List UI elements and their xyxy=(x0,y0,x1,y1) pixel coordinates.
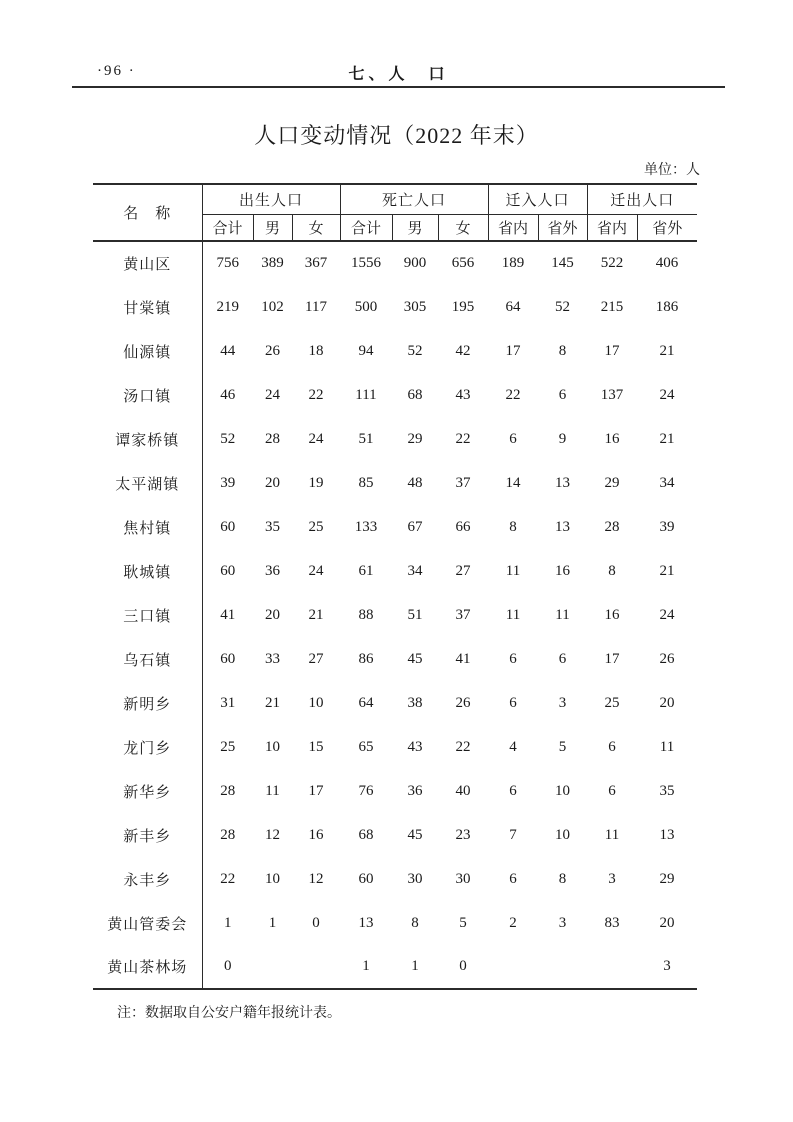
data-cell: 0 xyxy=(312,914,320,931)
data-cell: 17 xyxy=(505,342,521,359)
data-cell: 133 xyxy=(354,518,378,535)
data-cell: 26 xyxy=(659,650,675,667)
data-cell: 28 xyxy=(265,430,280,447)
data-cell: 11 xyxy=(659,738,675,755)
table-row xyxy=(93,901,697,945)
data-cell xyxy=(538,945,587,989)
data-cell: 1 xyxy=(224,914,232,931)
table-row xyxy=(93,769,697,813)
row-name: 耿城镇 xyxy=(93,549,202,593)
data-cell: 64 xyxy=(505,298,521,315)
data-cell: 6 xyxy=(509,694,517,711)
data-cell: 20 xyxy=(659,694,675,711)
data-cell: 51 xyxy=(407,606,423,623)
data-cell: 3 xyxy=(608,870,616,887)
data-cell: 39 xyxy=(220,474,236,491)
data-cell: 38 xyxy=(407,694,423,711)
data-cell: 3 xyxy=(558,914,567,931)
data-cell: 9 xyxy=(558,430,567,447)
data-cell: 756 xyxy=(216,255,239,271)
data-cell: 6 xyxy=(558,650,567,667)
header-group-row xyxy=(93,184,697,214)
data-cell: 40 xyxy=(455,782,471,799)
data-cell: 305 xyxy=(403,298,427,315)
data-cell: 5 xyxy=(459,914,467,931)
data-cell: 25 xyxy=(604,694,620,711)
data-cell: 60 xyxy=(358,870,374,887)
data-cell: 17 xyxy=(604,650,620,667)
table-row xyxy=(93,461,697,505)
data-cell: 65 xyxy=(358,738,374,755)
data-cell: 24 xyxy=(659,386,675,403)
row-name: 龙门乡 xyxy=(93,725,202,769)
column-group-deaths: 死亡人口 xyxy=(340,184,488,214)
data-cell: 24 xyxy=(659,606,675,623)
row-name: 黄山区 xyxy=(93,241,202,285)
table-row xyxy=(93,417,697,461)
table-row xyxy=(93,241,697,285)
data-cell: 22 xyxy=(455,738,471,755)
data-cell: 11 xyxy=(604,826,620,843)
data-cell: 42 xyxy=(455,342,471,359)
row-name: 太平湖镇 xyxy=(93,461,202,505)
data-cell: 35 xyxy=(265,518,280,535)
data-cell: 85 xyxy=(358,474,374,491)
data-cell: 13 xyxy=(358,914,374,931)
column-group-births: 出生人口 xyxy=(202,184,340,214)
data-cell: 111 xyxy=(355,386,377,403)
data-cell xyxy=(587,945,637,989)
table-row xyxy=(93,285,697,329)
data-cell: 117 xyxy=(305,298,327,315)
table-row xyxy=(93,373,697,417)
data-cell: 28 xyxy=(220,826,236,843)
row-name: 三口镇 xyxy=(93,593,202,637)
data-cell: 24 xyxy=(265,386,280,403)
data-cell: 35 xyxy=(659,782,675,799)
data-cell: 11 xyxy=(265,782,280,799)
data-cell: 25 xyxy=(308,518,324,535)
data-cell: 15 xyxy=(308,738,324,755)
data-cell: 5 xyxy=(558,738,567,755)
column-header-death-male: 男 xyxy=(392,214,438,241)
data-cell: 6 xyxy=(608,738,616,755)
data-cell: 94 xyxy=(358,342,374,359)
table-row xyxy=(93,681,697,725)
data-cell: 88 xyxy=(358,606,374,623)
header-rule xyxy=(72,86,725,88)
data-cell: 20 xyxy=(265,606,280,623)
data-cell: 52 xyxy=(220,430,236,447)
data-cell: 13 xyxy=(659,826,675,843)
data-cell: 51 xyxy=(358,430,374,447)
data-cell: 656 xyxy=(451,255,475,271)
data-cell: 20 xyxy=(265,474,280,491)
data-cell: 68 xyxy=(407,386,423,403)
row-name: 新明乡 xyxy=(93,681,202,725)
data-cell: 3 xyxy=(558,694,567,711)
data-cell: 7 xyxy=(509,826,517,843)
data-cell: 26 xyxy=(455,694,471,711)
row-name: 仙源镇 xyxy=(93,329,202,373)
data-cell: 29 xyxy=(659,870,675,887)
data-cell: 10 xyxy=(265,738,280,755)
data-cell: 27 xyxy=(455,562,471,579)
data-cell: 28 xyxy=(604,518,620,535)
table-row xyxy=(93,637,697,681)
data-cell: 43 xyxy=(455,386,471,403)
data-cell: 25 xyxy=(220,738,236,755)
data-cell: 8 xyxy=(558,870,567,887)
row-name: 甘棠镇 xyxy=(93,285,202,329)
data-cell: 389 xyxy=(261,255,284,271)
data-cell: 22 xyxy=(308,386,324,403)
data-cell: 16 xyxy=(604,430,620,447)
data-cell: 18 xyxy=(308,342,324,359)
data-cell: 34 xyxy=(659,474,675,491)
data-cell: 6 xyxy=(558,386,567,403)
table-row xyxy=(93,329,697,373)
data-cell: 36 xyxy=(407,782,423,799)
column-header-name: 名 称 xyxy=(93,184,202,241)
column-header-out-province: 省内 xyxy=(587,214,637,241)
data-cell: 66 xyxy=(455,518,471,535)
data-cell: 14 xyxy=(505,474,521,491)
data-cell: 24 xyxy=(308,430,324,447)
data-cell: 12 xyxy=(308,870,324,887)
data-cell: 39 xyxy=(659,518,675,535)
data-cell: 21 xyxy=(265,694,280,711)
data-cell: 41 xyxy=(220,606,236,623)
data-cell: 16 xyxy=(604,606,620,623)
data-cell xyxy=(292,945,340,989)
data-cell: 11 xyxy=(505,606,521,623)
data-cell: 10 xyxy=(555,826,570,843)
data-cell: 27 xyxy=(308,650,324,667)
data-cell: 4 xyxy=(509,738,517,755)
data-cell: 60 xyxy=(220,650,236,667)
table-row xyxy=(93,505,697,549)
data-cell xyxy=(253,945,292,989)
data-cell: 44 xyxy=(220,342,236,359)
data-cell: 31 xyxy=(220,694,236,711)
data-cell: 12 xyxy=(265,826,280,843)
data-cell: 33 xyxy=(265,650,280,667)
row-name: 黄山管委会 xyxy=(93,901,202,945)
table-body xyxy=(93,241,697,989)
data-cell: 522 xyxy=(600,255,624,271)
data-cell: 11 xyxy=(555,606,570,623)
data-cell: 6 xyxy=(509,650,517,667)
data-cell: 1 xyxy=(411,958,419,974)
data-cell: 0 xyxy=(459,958,467,974)
data-cell: 13 xyxy=(555,518,570,535)
data-cell: 83 xyxy=(604,914,620,931)
data-cell: 28 xyxy=(220,782,236,799)
data-cell: 45 xyxy=(407,650,423,667)
row-name: 新华乡 xyxy=(93,769,202,813)
data-cell: 76 xyxy=(358,782,374,799)
data-cell: 21 xyxy=(659,430,675,447)
data-cell: 37 xyxy=(455,474,471,491)
data-cell: 16 xyxy=(555,562,570,579)
data-cell: 8 xyxy=(411,914,419,931)
data-cell: 406 xyxy=(655,255,679,271)
data-cell: 186 xyxy=(655,298,679,315)
data-cell: 215 xyxy=(600,298,624,315)
column-header-in-province: 省内 xyxy=(488,214,538,241)
row-name: 汤口镇 xyxy=(93,373,202,417)
data-cell: 17 xyxy=(308,782,324,799)
data-cell: 46 xyxy=(220,386,236,403)
data-cell: 6 xyxy=(509,430,517,447)
data-cell xyxy=(488,945,538,989)
column-group-outmigration: 迁出人口 xyxy=(587,184,697,214)
data-cell: 24 xyxy=(308,562,324,579)
data-cell: 37 xyxy=(455,606,471,623)
data-cell: 67 xyxy=(407,518,423,535)
data-cell: 10 xyxy=(555,782,570,799)
page-number: ·96 · xyxy=(97,63,136,79)
data-cell: 22 xyxy=(505,386,521,403)
data-cell: 22 xyxy=(455,430,471,447)
row-name: 焦村镇 xyxy=(93,505,202,549)
data-cell: 2 xyxy=(509,914,517,931)
data-cell: 23 xyxy=(455,826,471,843)
data-cell: 21 xyxy=(308,606,324,623)
table-row xyxy=(93,813,697,857)
column-header-out-outside: 省外 xyxy=(637,214,697,241)
row-name: 新丰乡 xyxy=(93,813,202,857)
data-cell: 36 xyxy=(265,562,280,579)
data-cell: 3 xyxy=(663,958,671,974)
column-header-death-female: 女 xyxy=(438,214,488,241)
page-title: 人口变动情况（2022 年末） xyxy=(254,123,539,148)
data-cell: 6 xyxy=(509,870,517,887)
data-cell: 52 xyxy=(555,298,570,315)
data-cell: 45 xyxy=(407,826,423,843)
row-name: 黄山茶林场 xyxy=(93,945,202,989)
table-row xyxy=(93,857,697,901)
data-cell: 61 xyxy=(358,562,374,579)
table-footnote: 注：数据取自公安户籍年报统计表。 xyxy=(117,1006,341,1021)
population-change-table xyxy=(93,183,697,990)
data-cell: 60 xyxy=(220,562,236,579)
data-cell: 900 xyxy=(403,255,427,271)
data-cell: 17 xyxy=(604,342,620,359)
data-cell: 1556 xyxy=(351,255,381,271)
data-cell: 8 xyxy=(608,562,616,579)
table-row xyxy=(93,593,697,637)
column-group-inmigration: 迁入人口 xyxy=(488,184,587,214)
column-header-birth-male: 男 xyxy=(253,214,292,241)
table-row xyxy=(93,725,697,769)
data-cell: 137 xyxy=(600,386,624,403)
data-cell: 48 xyxy=(407,474,423,491)
data-cell: 189 xyxy=(501,255,525,271)
data-cell: 102 xyxy=(261,298,284,315)
row-name: 永丰乡 xyxy=(93,857,202,901)
row-name: 乌石镇 xyxy=(93,637,202,681)
data-cell: 30 xyxy=(407,870,423,887)
data-cell: 8 xyxy=(509,518,517,535)
data-cell: 34 xyxy=(407,562,423,579)
column-header-death-total: 合计 xyxy=(340,214,392,241)
data-cell: 68 xyxy=(358,826,374,843)
data-cell: 500 xyxy=(354,298,378,315)
data-cell: 29 xyxy=(604,474,620,491)
data-cell: 86 xyxy=(358,650,374,667)
data-cell: 20 xyxy=(659,914,675,931)
data-cell: 367 xyxy=(304,255,328,271)
data-cell: 21 xyxy=(659,562,675,579)
data-cell: 21 xyxy=(659,342,675,359)
column-header-birth-total: 合计 xyxy=(202,214,253,241)
table-row xyxy=(93,945,697,989)
data-cell: 0 xyxy=(224,958,232,974)
data-cell: 10 xyxy=(265,870,280,887)
data-cell: 6 xyxy=(608,782,616,799)
data-cell: 22 xyxy=(220,870,236,887)
data-cell: 8 xyxy=(558,342,567,359)
data-cell: 6 xyxy=(509,782,517,799)
data-cell: 30 xyxy=(455,870,471,887)
data-cell: 60 xyxy=(220,518,236,535)
data-cell: 1 xyxy=(362,958,370,974)
data-cell: 41 xyxy=(455,650,471,667)
column-header-in-outside: 省外 xyxy=(538,214,587,241)
unit-label: 单位：人 xyxy=(644,163,700,178)
row-name: 谭家桥镇 xyxy=(93,417,202,461)
data-cell: 26 xyxy=(265,342,280,359)
data-cell: 11 xyxy=(505,562,521,579)
data-cell: 16 xyxy=(308,826,324,843)
data-cell: 145 xyxy=(551,255,574,271)
data-cell: 43 xyxy=(407,738,423,755)
data-cell: 219 xyxy=(216,298,239,315)
data-cell: 19 xyxy=(308,474,324,491)
data-cell: 195 xyxy=(451,298,475,315)
data-cell: 64 xyxy=(358,694,374,711)
data-cell: 1 xyxy=(268,914,277,931)
data-cell: 10 xyxy=(308,694,324,711)
running-head: 七、人 口 xyxy=(348,66,449,83)
table-row xyxy=(93,549,697,593)
data-cell: 29 xyxy=(407,430,423,447)
data-cell: 13 xyxy=(555,474,570,491)
column-header-birth-female: 女 xyxy=(292,214,340,241)
data-cell: 52 xyxy=(407,342,423,359)
